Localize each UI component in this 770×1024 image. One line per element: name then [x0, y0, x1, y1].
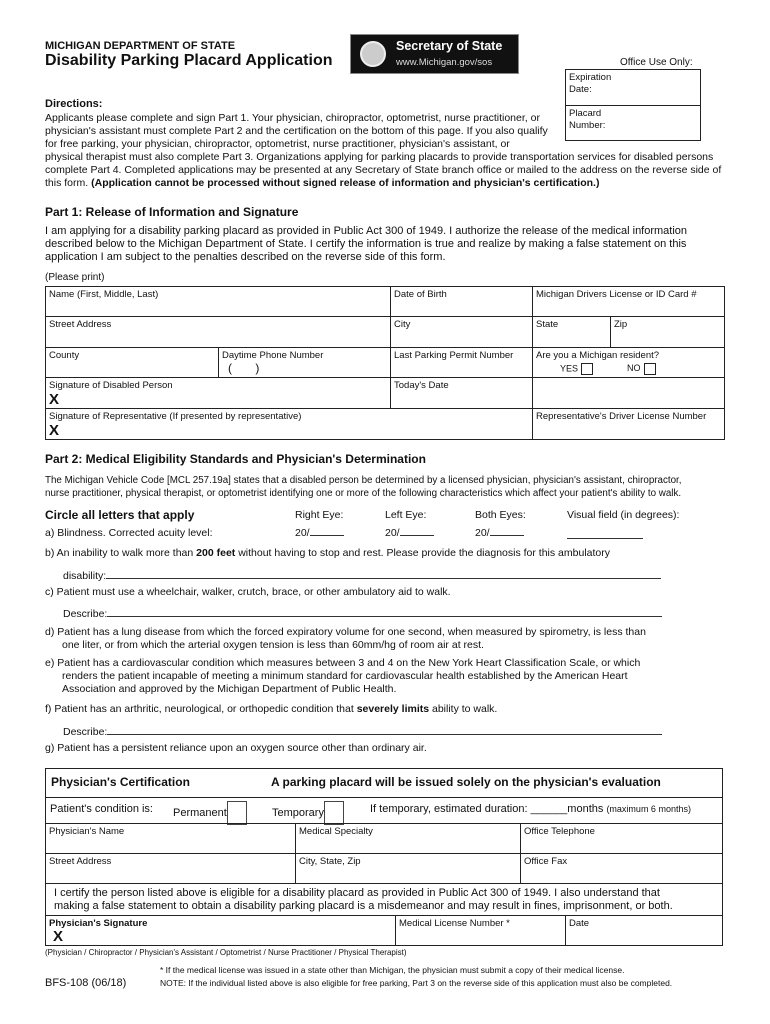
specialty-field[interactable]: Medical Specialty: [295, 823, 521, 854]
logo-title: Secretary of State: [396, 39, 503, 53]
item-f[interactable]: f) Patient has an arthritic, neurological, or orthopedic condition that severely limits ability to walk.: [45, 703, 498, 715]
right-eye-label: Right Eye:: [295, 509, 344, 521]
both-eyes-label: Both Eyes:: [475, 509, 526, 521]
resident-yes-checkbox[interactable]: [581, 363, 593, 375]
disabled-signature-field[interactable]: Signature of Disabled Person X: [45, 377, 391, 409]
temporary-checkbox[interactable]: [324, 801, 344, 825]
last-permit-field[interactable]: Last Parking Permit Number: [390, 347, 533, 378]
resident-no-checkbox[interactable]: [644, 363, 656, 375]
visual-field-input[interactable]: [567, 527, 643, 543]
blank-cell: [532, 377, 725, 409]
office-fax-field[interactable]: Office Fax: [520, 853, 723, 884]
license-field[interactable]: Michigan Drivers License or ID Card #: [532, 286, 725, 317]
todays-date-field[interactable]: Today's Date: [390, 377, 533, 409]
permanent-checkbox[interactable]: [227, 801, 247, 825]
describe-f-input[interactable]: Describe:: [63, 723, 662, 739]
directions-heading: Directions:: [45, 98, 103, 110]
zip-field[interactable]: Zip: [610, 316, 725, 348]
left-eye-input[interactable]: 20/: [385, 527, 434, 540]
item-g[interactable]: g) Patient has a persistent reliance upon an oxygen source other than ordinary air.: [45, 742, 427, 754]
free-parking-note: NOTE: If the individual listed above is also eligible for free parking, Part 3 on the reverse side of this application must also be completed.: [160, 978, 673, 988]
office-use-label: Office Use Only:: [620, 57, 693, 68]
disability-input[interactable]: disability:: [63, 567, 661, 583]
office-telephone-field[interactable]: Office Telephone: [520, 823, 723, 854]
physician-name-field[interactable]: Physician's Name: [45, 823, 296, 854]
city-field[interactable]: City: [390, 316, 533, 348]
sos-logo: [350, 34, 519, 74]
visual-field-label: Visual field (in degrees):: [567, 509, 680, 521]
part2-text: The Michigan Vehicle Code [MCL 257.19a] states that a disabled person be determined by a licensed physician, physician's assistant, chiropractor, nurse practitioner, physical therapist, or optometrist identifying one or more of the following characteristics which affect your patient's ability to walk.: [45, 475, 682, 499]
please-print-label: (Please print): [45, 272, 105, 283]
license-footnote: * If the medical license was issued in a state other than Michigan, the physician must submit a copy of their medical license.: [160, 965, 625, 975]
rep-signature-field[interactable]: Signature of Representative (If presented by representative) X: [45, 408, 533, 440]
expiration-date-box: Expiration Date:: [565, 69, 701, 106]
circle-letters-label: Circle all letters that apply: [45, 508, 195, 522]
resident-field: Are you a Michigan resident? YES NO: [532, 347, 725, 378]
form-number: BFS-108 (06/18): [45, 977, 127, 989]
dob-field[interactable]: Date of Birth: [390, 286, 533, 317]
rep-license-field[interactable]: Representative's Driver License Number: [532, 408, 725, 440]
agency-name: MICHIGAN DEPARTMENT OF STATE: [45, 40, 236, 52]
placard-number-box: Placard Number:: [565, 105, 701, 141]
part1-heading: Part 1: Release of Information and Signature: [45, 205, 299, 219]
left-eye-label: Left Eye:: [385, 509, 427, 521]
part1-text: I am applying for a disability parking placard as provided in Public Act 300 of 1949. I authorize the release of the medical information described below to the Michigan Department of State. I certify the information is true and realize by making a false statement on this application I am subject to the penalties described on the reverse side of this form.: [45, 225, 688, 263]
item-b[interactable]: b) An inability to walk more than 200 feet without having to stop and rest. Please provide the diagnosis for this ambulatory: [45, 547, 610, 559]
certify-statement: I certify the person listed above is eligible for a disability placard as provided in Public Act 300 of 1949. I also understand that making a false statement to obtain a disability parking placard is a misdemeanor and may result in fines, imprisonment, or both.: [45, 883, 723, 916]
both-eyes-input[interactable]: 20/: [475, 527, 524, 540]
describe-c-input[interactable]: Describe:: [63, 605, 662, 621]
item-a[interactable]: a) Blindness. Corrected acuity level:: [45, 527, 213, 539]
phone-field[interactable]: Daytime Phone Number ( ): [218, 347, 391, 378]
condition-row: Patient's condition is: Permanent Temporary If temporary, estimated duration: ______months (maximum 6 months): [45, 797, 723, 824]
part2-heading: Part 2: Medical Eligibility Standards and Physician's Determination: [45, 452, 426, 466]
form-title: Disability Parking Placard Application: [45, 52, 333, 69]
state-seal-icon: [360, 41, 386, 67]
right-eye-input[interactable]: 20/: [295, 527, 344, 540]
physician-city-field[interactable]: City, State, Zip: [295, 853, 521, 884]
roles-note: (Physician / Chiropractor / Physician's Assistant / Optometrist / Nurse Practitioner / Physical Therapist): [45, 948, 407, 957]
certification-header: Physician's Certification A parking placard will be issued solely on the physician's evaluation: [45, 768, 723, 798]
name-field[interactable]: Name (First, Middle, Last): [45, 286, 391, 317]
item-e[interactable]: e) Patient has a cardiovascular condition which measures between 3 and 4 on the New York Heart Classification Scale, or which renders the patient incapable of meeting a minimum standard for cardiovascular health established by the American Heart Association and approved by the Michigan Department of Public Health.: [45, 657, 641, 695]
state-field[interactable]: State: [532, 316, 611, 348]
physician-signature-field[interactable]: Physician's Signature X: [45, 915, 396, 946]
street-field[interactable]: Street Address: [45, 316, 391, 348]
directions-text: Applicants please complete and sign Part 1. Your physician, chiropractor, optometrist, nurse practitioner, or physician's assistant must complete Part 2 and the certification on the bottom of this page. If you also qualify for free parking, your physician, chiropractor, optometrist, nurse practitioner, physician's assistant, or physical therapist must also complete Part 3. Organizations applying for parking placards to provide transportation services for disabled persons complete Part 4. Completed applications may be presented at any Secretary of State branch office or mailed to the address on the reverse side of this form. (Application cannot be processed without signed release of information and physician's certification.): [45, 112, 722, 189]
cert-date-field[interactable]: Date: [565, 915, 723, 946]
county-field[interactable]: County: [45, 347, 219, 378]
item-c[interactable]: c) Patient must use a wheelchair, walker, crutch, brace, or other ambulatory aid to walk.: [45, 586, 451, 598]
duration-input[interactable]: If temporary, estimated duration: ______months (maximum 6 months): [370, 803, 691, 815]
physician-street-field[interactable]: Street Address: [45, 853, 296, 884]
logo-url: www.Michigan.gov/sos: [396, 57, 493, 68]
item-d[interactable]: d) Patient has a lung disease from which the forced expiratory volume for one second, when measured by spirometry, is less than one liter, or from which the arterial oxygen tension is less than 60mm/hg of room air at rest.: [45, 626, 646, 651]
medical-license-field[interactable]: Medical License Number *: [395, 915, 566, 946]
